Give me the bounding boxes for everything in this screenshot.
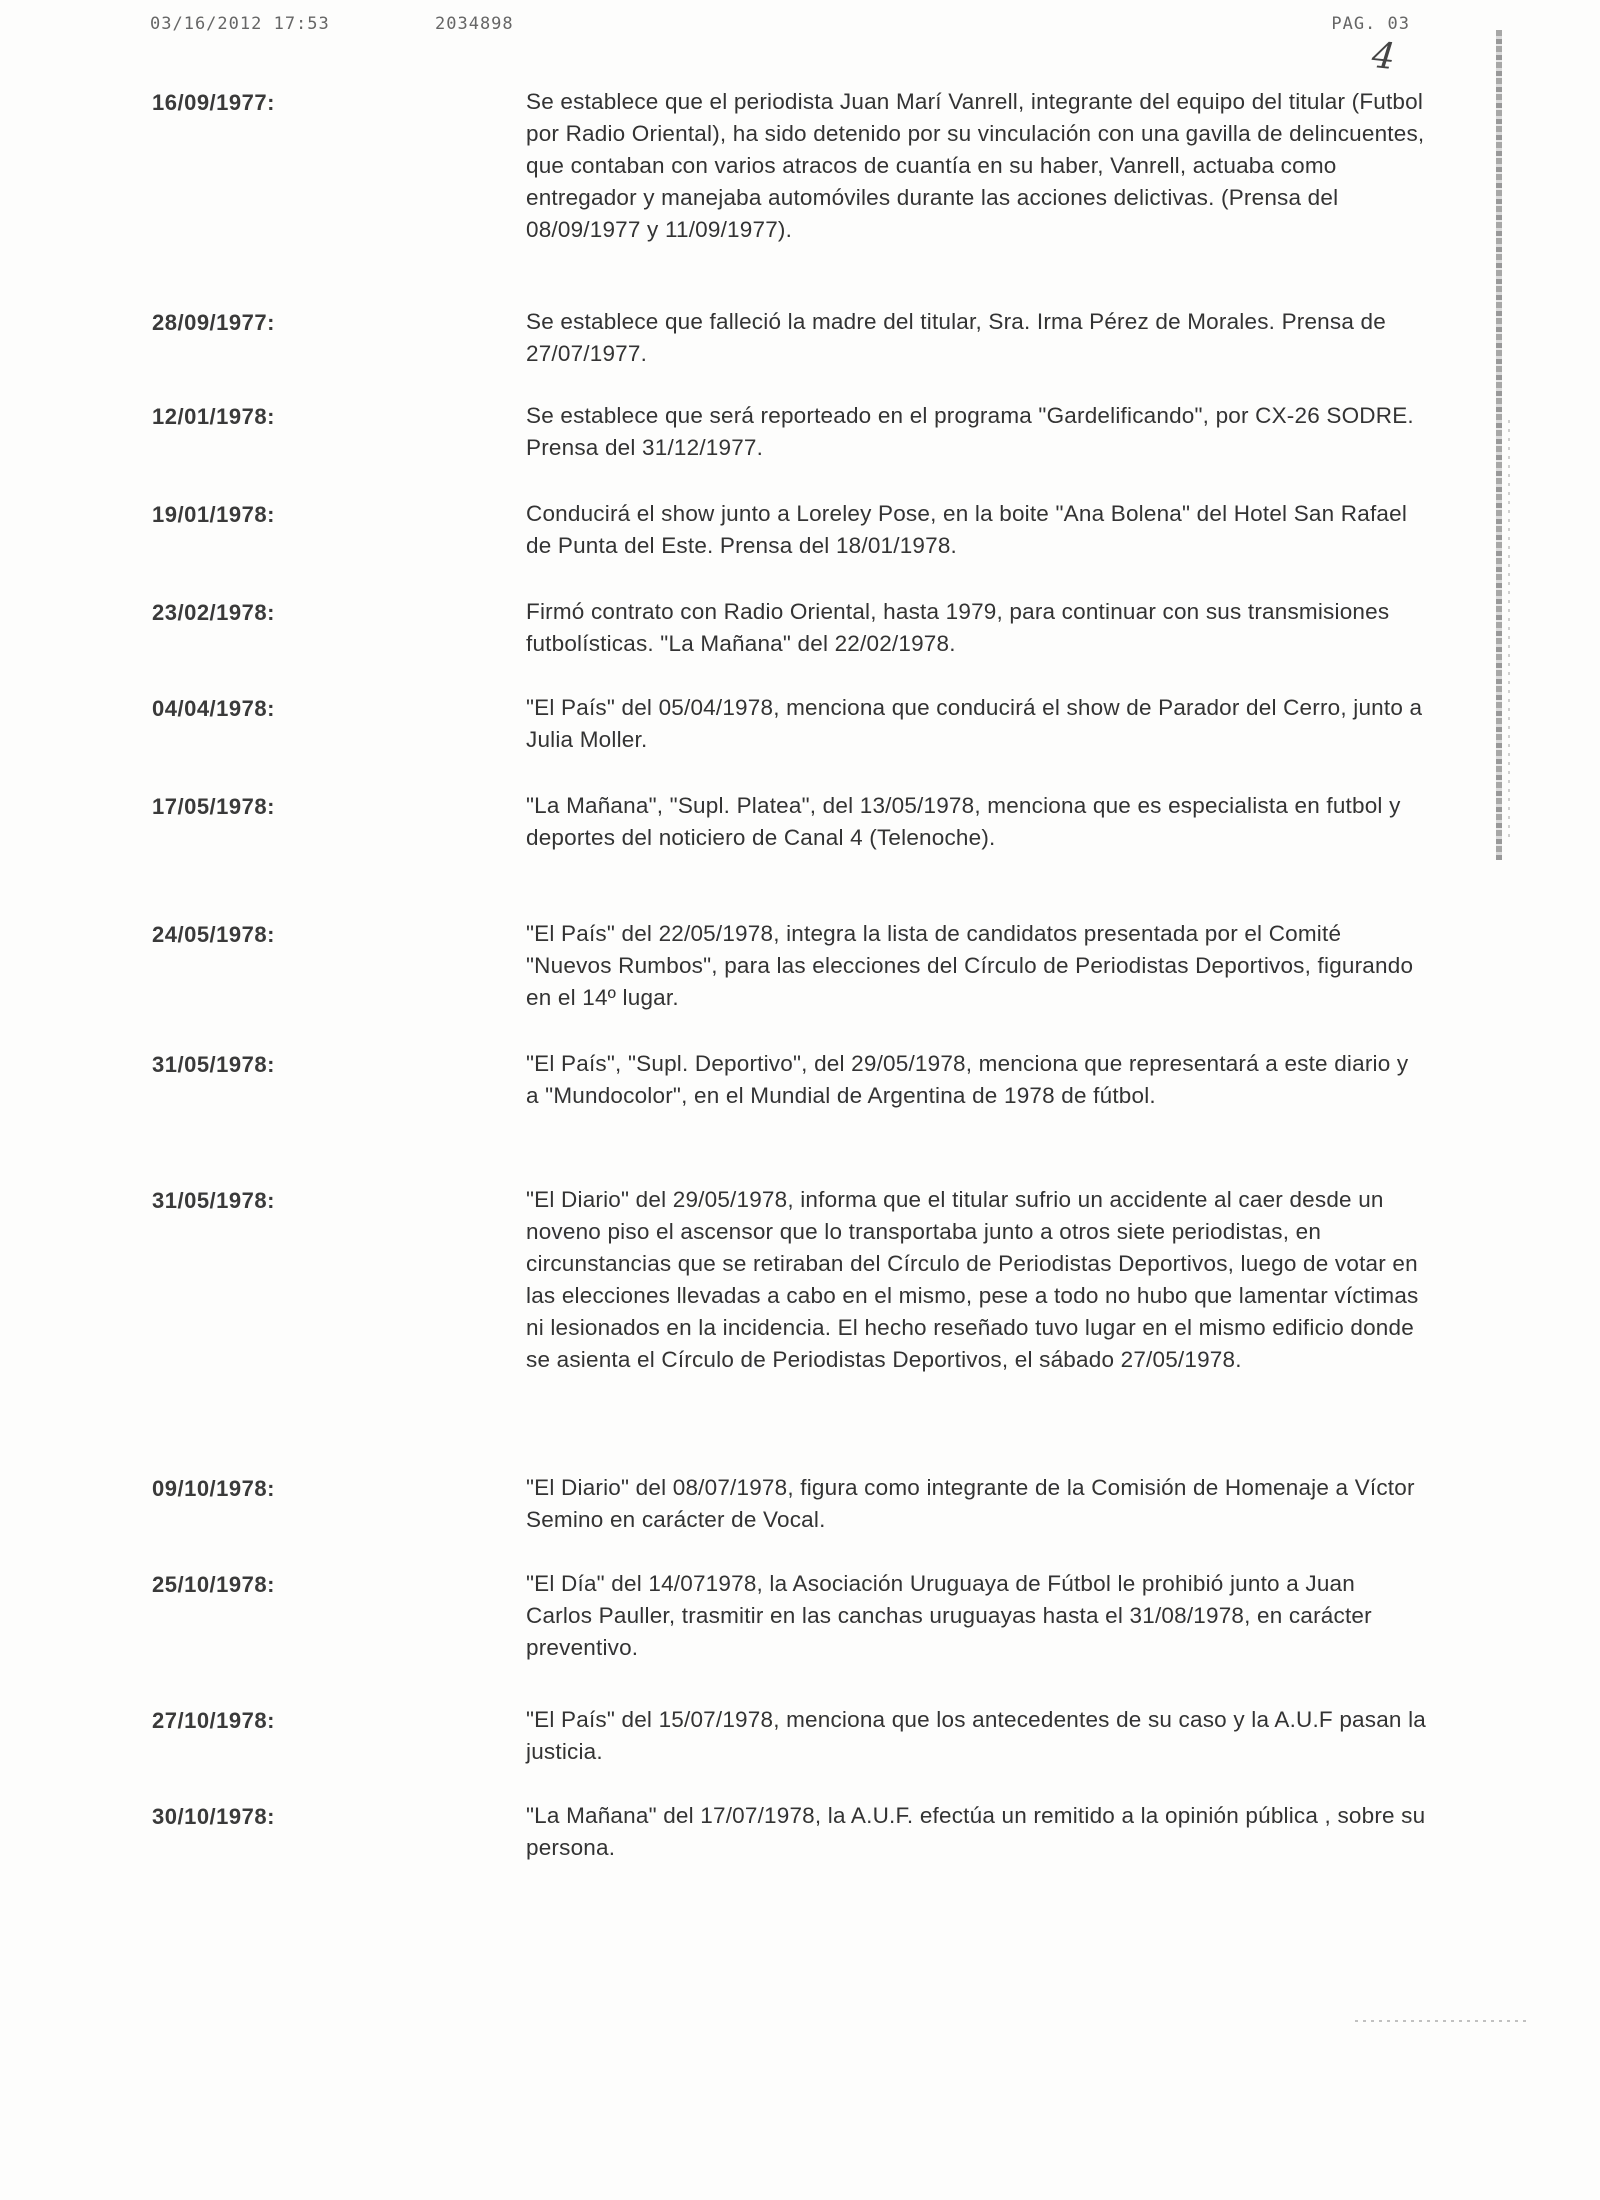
scan-speck-artifact bbox=[1355, 2020, 1530, 2022]
entry-date: 19/01/1978: bbox=[152, 502, 275, 527]
entry-date: 04/04/1978: bbox=[152, 696, 275, 721]
entry-text: "La Mañana" del 17/07/1978, la A.U.F. efectúa un remitido a la opinión pública , sobre su persona. bbox=[526, 1803, 1426, 1860]
entry-date: 09/10/1978: bbox=[152, 1476, 275, 1501]
entry-text: "El Diario" del 08/07/1978, figura como integrante de la Comisión de Homenaje a Víctor Semino en carácter de Vocal. bbox=[526, 1475, 1415, 1532]
entry-date: 30/10/1978: bbox=[152, 1804, 275, 1829]
entry-date: 27/10/1978: bbox=[152, 1708, 275, 1733]
entry-text: "El Día" del 14/071978, la Asociación Uruguaya de Fútbol le prohibió junto a Juan Carlos Pauller, trasmitir en las canchas uruguayas hasta el 31/08/1978, en carácter preventivo. bbox=[526, 1571, 1372, 1660]
fax-number: 2034898 bbox=[435, 14, 514, 34]
entry-text: Conducirá el show junto a Loreley Pose, en la boite "Ana Bolena" del Hotel San Rafael de Punta del Este. Prensa del 18/01/1978. bbox=[526, 501, 1408, 558]
handwritten-page-number: 4 bbox=[1369, 34, 1397, 79]
entry-date: 17/05/1978: bbox=[152, 794, 275, 819]
entry-date: 25/10/1978: bbox=[152, 1572, 275, 1597]
entry-date: 31/05/1978: bbox=[152, 1188, 275, 1213]
scan-edge-artifact-secondary bbox=[1508, 420, 1510, 840]
entry-text: Se establece que el periodista Juan Marí Vanrell, integrante del equipo del titular (Futbol por Radio Oriental), ha sido detenido por su vinculación con una gavilla de delincuentes, que contaban con varios atracos de cuantía en su haber, Vanrell, actuaba como entregador y manejaba automóviles durante las acciones delictivas. (Prensa del 08/09/1977 y 11/09/1977). bbox=[526, 89, 1425, 242]
entry-text: Se establece que será reporteado en el programa "Gardelificando", por CX-26 SODRE. Prensa del 31/12/1977. bbox=[526, 403, 1414, 460]
entry-date: 12/01/1978: bbox=[152, 404, 275, 429]
fax-datetime: 03/16/2012 17:53 bbox=[150, 14, 330, 34]
entry-text: "El País", "Supl. Deportivo", del 29/05/1978, menciona que representará a este diario y a "Mundocolor", en el Mundial de Argentina de 1978 de fútbol. bbox=[526, 1051, 1409, 1108]
scan-edge-artifact bbox=[1496, 30, 1502, 860]
entry-date: 23/02/1978: bbox=[152, 600, 275, 625]
fax-header bbox=[150, 14, 1410, 40]
entry-date: 31/05/1978: bbox=[152, 1052, 275, 1077]
entry-text: "El País" del 05/04/1978, menciona que conducirá el show de Parador del Cerro, junto a Julia Moller. bbox=[526, 695, 1423, 752]
fax-page-label: PAG. 03 bbox=[1331, 14, 1410, 34]
entry-text: "La Mañana", "Supl. Platea", del 13/05/1978, menciona que es especialista en futbol y deportes del noticiero de Canal 4 (Telenoche). bbox=[526, 793, 1401, 850]
entry-text: Se establece que falleció la madre del titular, Sra. Irma Pérez de Morales. Prensa de 27/07/1977. bbox=[526, 309, 1386, 366]
entry-text: "El Diario" del 29/05/1978, informa que el titular sufrio un accidente al caer desde un noveno piso el ascensor que lo transportaba junto a otros siete periodistas, en circunstancias que se retiraban del Círculo de Periodistas Deportivos, luego de votar en las elecciones llevadas a cabo en el mismo, pese a todo no hubo que lamentar víctimas ni lesionados en la incidencia. El hecho reseñado tuvo lugar en el mismo edificio donde se asienta el Círculo de Periodistas Deportivos, el sábado 27/05/1978. bbox=[526, 1187, 1419, 1372]
entry-text: "El País" del 22/05/1978, integra la lista de candidatos presentada por el Comité "Nuevos Rumbos", para las elecciones del Círculo de Periodistas Deportivos, figurando en el 14º lugar. bbox=[526, 921, 1414, 1010]
entry-date: 16/09/1977: bbox=[152, 90, 275, 115]
entry-date: 28/09/1977: bbox=[152, 310, 275, 335]
entry-date: 24/05/1978: bbox=[152, 922, 275, 947]
entry-text: Firmó contrato con Radio Oriental, hasta 1979, para continuar con sus transmisiones futbolísticas. "La Mañana" del 22/02/1978. bbox=[526, 599, 1390, 656]
entry-text: "El País" del 15/07/1978, menciona que los antecedentes de su caso y la A.U.F pasan la justicia. bbox=[526, 1707, 1426, 1764]
